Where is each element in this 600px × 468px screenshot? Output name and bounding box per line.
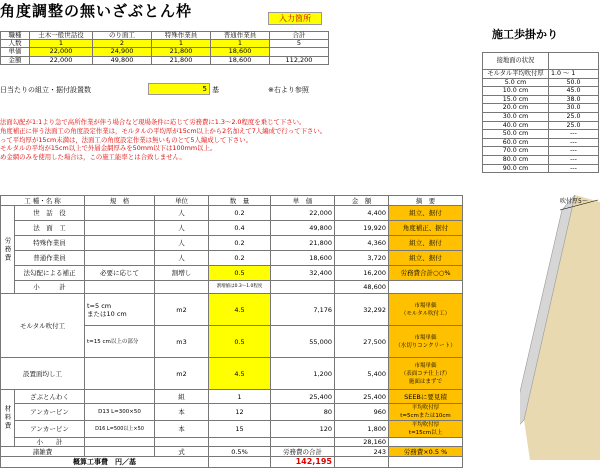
col-header bbox=[549, 53, 599, 70]
factor-note: 割増値は0.3～1.0程度 bbox=[209, 281, 271, 294]
item-remark bbox=[389, 358, 463, 390]
item-amount: 1,800 bbox=[335, 421, 389, 438]
item-unit: m3 bbox=[155, 326, 209, 358]
item-remark bbox=[389, 404, 463, 421]
rate: 30.0 bbox=[549, 104, 599, 113]
value-cell: 21,800 bbox=[152, 56, 211, 64]
item-unit bbox=[155, 281, 209, 294]
col-header: 単位 bbox=[155, 196, 209, 206]
rate: 50.0 bbox=[549, 78, 599, 87]
item-spec bbox=[85, 390, 155, 404]
row-label: 単価 bbox=[1, 48, 30, 56]
item-name: 小 計 bbox=[15, 438, 85, 447]
group-labor: 労務費 bbox=[1, 206, 15, 294]
item-remark: 角度補正、据付 bbox=[389, 221, 463, 236]
productivity-table bbox=[482, 52, 599, 173]
remark-line: 市場単価 bbox=[414, 302, 437, 309]
item-price: 120 bbox=[271, 421, 335, 438]
item-remark bbox=[389, 326, 463, 358]
plate-qty-input[interactable]: 4.5 bbox=[209, 358, 271, 390]
item-remark bbox=[389, 281, 463, 294]
item-amount: 48,600 bbox=[335, 281, 389, 294]
input-cell[interactable]: 1 bbox=[152, 40, 211, 48]
empty-cell bbox=[209, 457, 271, 468]
thickness: 40.0 cm bbox=[483, 121, 549, 130]
item-qty bbox=[209, 438, 271, 447]
item-name: 世 話 役 bbox=[15, 206, 85, 221]
item-qty: 15 bbox=[209, 421, 271, 438]
input-legend: 入力箇所 bbox=[268, 12, 322, 25]
item-spec: D13 L=300×50 bbox=[85, 404, 155, 421]
item-amount: 27,500 bbox=[335, 326, 389, 358]
crew-summary-table bbox=[0, 31, 329, 65]
item-spec: 必要に応じて bbox=[85, 266, 155, 281]
thickness: 80.0 cm bbox=[483, 155, 549, 164]
daily-install-input[interactable]: 5 bbox=[148, 83, 210, 95]
row-label: 金額 bbox=[1, 56, 30, 64]
slope-illustration bbox=[520, 190, 600, 460]
item-amount: 19,920 bbox=[335, 221, 389, 236]
value-cell: 22,000 bbox=[30, 56, 93, 64]
item-price: 32,400 bbox=[271, 266, 335, 281]
rate: --- bbox=[549, 164, 599, 173]
remark-line: 市場単価 bbox=[414, 334, 437, 341]
thickness: 20.0 cm bbox=[483, 104, 549, 113]
item-qty: 0.2 bbox=[209, 251, 271, 266]
thickness: 50.0 cm bbox=[483, 130, 549, 139]
item-name: 法勾配による補正 bbox=[15, 266, 85, 281]
input-cell[interactable]: 1 bbox=[30, 40, 93, 48]
group-material: 材料費 bbox=[1, 390, 15, 447]
item-unit: 割増し bbox=[155, 266, 209, 281]
thickness: 5.0 cm bbox=[483, 78, 549, 87]
item-remark: 組立、据付 bbox=[389, 206, 463, 221]
note-line: モルタルの平均が15cm以上で外層金網厚みを50mm以下は100mm以上。 bbox=[0, 144, 217, 153]
item-name: ざぶとんわく bbox=[15, 390, 85, 404]
item-amount: 243 bbox=[335, 447, 389, 457]
item-amount: 5,400 bbox=[335, 358, 389, 390]
rate: 45.0 bbox=[549, 87, 599, 96]
item-unit: 本 bbox=[155, 421, 209, 438]
item-spec bbox=[85, 294, 155, 326]
rate: 25.0 bbox=[549, 121, 599, 130]
item-name: アンカーピン bbox=[15, 421, 85, 438]
item-amount: 32,292 bbox=[335, 294, 389, 326]
item-remark bbox=[389, 438, 463, 447]
empty-cell bbox=[389, 457, 463, 468]
item-spec bbox=[85, 281, 155, 294]
value-cell bbox=[270, 48, 329, 56]
item-amount: 960 bbox=[335, 404, 389, 421]
item-name: 設置面均し工 bbox=[1, 358, 85, 390]
remark-line: （モルタル吹付工） bbox=[400, 310, 451, 317]
col-header: 接地面の状況 bbox=[483, 53, 549, 70]
empty-cell bbox=[335, 457, 389, 468]
item-amount: 16,200 bbox=[335, 266, 389, 281]
item-price: 18,600 bbox=[271, 251, 335, 266]
item-unit: 式 bbox=[155, 447, 209, 457]
item-spec bbox=[85, 358, 155, 390]
thickness: 90.0 cm bbox=[483, 164, 549, 173]
concrete-qty-input[interactable]: 0.5 bbox=[209, 326, 271, 358]
item-price: 22,000 bbox=[271, 206, 335, 221]
input-cell[interactable]: 21,800 bbox=[152, 48, 211, 56]
slope-factor-input[interactable]: 0.5 bbox=[209, 266, 271, 281]
rate: --- bbox=[549, 147, 599, 156]
col-header: 土木一般世話役 bbox=[30, 32, 93, 40]
item-qty: 1 bbox=[209, 390, 271, 404]
daily-install-label: 日当たりの組立・据付設置数 bbox=[0, 86, 91, 94]
item-spec bbox=[85, 236, 155, 251]
note-line: って平均厚が15cm未満は，法面工の角度設定作業は無いものとて5人編成して下さい。 bbox=[0, 135, 252, 144]
remark-line: 施面はまずで bbox=[408, 378, 443, 385]
value-cell: 5 bbox=[270, 40, 329, 48]
rate: 25.0 bbox=[549, 112, 599, 121]
item-price: 55,000 bbox=[271, 326, 335, 358]
item-amount: 4,360 bbox=[335, 236, 389, 251]
item-name: 普通作業員 bbox=[15, 251, 85, 266]
item-qty: 0.4 bbox=[209, 221, 271, 236]
item-remark: 労務費×0.5 % bbox=[389, 447, 463, 457]
thickness: 60.0 cm bbox=[483, 138, 549, 147]
value-cell: 112,200 bbox=[270, 56, 329, 64]
item-unit: 人 bbox=[155, 221, 209, 236]
item-qty: 12 bbox=[209, 404, 271, 421]
col-header: 普通作業員 bbox=[211, 32, 270, 40]
item-price: 49,800 bbox=[271, 221, 335, 236]
col-header: 職種 bbox=[1, 32, 30, 40]
item-remark: 組立、据付 bbox=[389, 251, 463, 266]
item-remark bbox=[389, 294, 463, 326]
daily-install-unit: 基 bbox=[212, 86, 219, 94]
thickness: 10.0 cm bbox=[483, 87, 549, 96]
item-qty: 0.2 bbox=[209, 206, 271, 221]
rate: 38.0 bbox=[549, 95, 599, 104]
col-header: 数 量 bbox=[209, 196, 271, 206]
mortar-qty-input[interactable]: 4.5 bbox=[209, 294, 271, 326]
item-spec bbox=[85, 206, 155, 221]
item-unit bbox=[155, 438, 209, 447]
col-header: 規 格 bbox=[85, 196, 155, 206]
value-cell: 18,600 bbox=[211, 56, 270, 64]
remark-line: （水切りコンクリート） bbox=[395, 342, 456, 349]
item-price: 労務費の合計 bbox=[271, 447, 335, 457]
item-unit: 組 bbox=[155, 390, 209, 404]
remark-line: 平均吹付厚 bbox=[411, 422, 440, 428]
item-qty: 0.5% bbox=[209, 447, 271, 457]
note-line: 法面勾配が1:1より急で高所作業が伴う場合など現場条件に応じて労務費に1.3～2.0程度を乗じて下さい。 bbox=[0, 118, 306, 126]
remark-line: 市場単価 bbox=[414, 362, 437, 369]
notes-block bbox=[0, 118, 326, 162]
col-header: 特殊作業員 bbox=[152, 32, 211, 40]
row-label: 人数 bbox=[1, 40, 30, 48]
input-cell[interactable]: 1 bbox=[211, 40, 270, 48]
item-remark bbox=[389, 421, 463, 438]
note-line: め金網のみを使用した場合は，この施工能率とは合致しません。 bbox=[0, 153, 186, 162]
remark-line: 平均吹付厚 bbox=[411, 405, 440, 411]
item-name: モルタル吹付工 bbox=[1, 294, 85, 358]
thickness: 70.0 cm bbox=[483, 147, 549, 156]
item-price: 21,800 bbox=[271, 236, 335, 251]
item-unit: m2 bbox=[155, 294, 209, 326]
item-price: 1,200 bbox=[271, 358, 335, 390]
productivity-title: 施工歩掛かり bbox=[492, 28, 558, 41]
remark-line: t=5cmまたは10cm bbox=[400, 413, 451, 419]
item-spec bbox=[85, 438, 155, 447]
value-cell: 49,800 bbox=[93, 56, 152, 64]
thickness: 30.0 cm bbox=[483, 112, 549, 121]
spec-line: または10 cm bbox=[87, 309, 127, 318]
item-price: 7,176 bbox=[271, 294, 335, 326]
rate: --- bbox=[549, 130, 599, 139]
col-header: モルタル平均吹付厚 bbox=[483, 70, 549, 79]
item-name: 諸雑費 bbox=[1, 447, 85, 457]
item-amount: 25,400 bbox=[335, 390, 389, 404]
item-spec: t=15 cm以上の部分 bbox=[85, 326, 155, 358]
rate: --- bbox=[549, 155, 599, 164]
note-line: 角度補正に伴う法面工の角度設定作業は，モルタルの平均厚が15cm以上から2名加えて7人編成で行って下さい。 bbox=[0, 126, 327, 135]
remark-line: （表面コテ仕上げ） bbox=[400, 370, 451, 377]
item-spec: D16 L=500以上×50 bbox=[85, 421, 155, 438]
col-header: 摘 要 bbox=[389, 196, 463, 206]
remark-line: t=15cm以上 bbox=[408, 430, 443, 436]
item-remark: 組立、据付 bbox=[389, 236, 463, 251]
item-spec bbox=[85, 221, 155, 236]
col-header: 単 価 bbox=[271, 196, 335, 206]
item-amount: 3,720 bbox=[335, 251, 389, 266]
item-name: 法 面 工 bbox=[15, 221, 85, 236]
input-cell[interactable]: 22,000 bbox=[30, 48, 93, 56]
item-unit: 人 bbox=[155, 251, 209, 266]
input-cell[interactable]: 18,600 bbox=[211, 48, 270, 56]
item-qty: 0.2 bbox=[209, 236, 271, 251]
sheet-title: 角度調整の無いざぶとん枠 bbox=[0, 2, 193, 20]
input-cell[interactable]: 24,900 bbox=[93, 48, 152, 56]
item-name: 特殊作業員 bbox=[15, 236, 85, 251]
item-name: 小 計 bbox=[15, 281, 85, 294]
col-header: 工 種・名 称 bbox=[1, 196, 85, 206]
item-price: 80 bbox=[271, 404, 335, 421]
col-header: 1.0 ～ 1 bbox=[549, 70, 599, 79]
total-amount: 142,195 bbox=[271, 457, 335, 468]
item-remark: 労務費合計○○% bbox=[389, 266, 463, 281]
col-header: 合計 bbox=[270, 32, 329, 40]
item-unit: 人 bbox=[155, 236, 209, 251]
item-name: アンカーピン bbox=[15, 404, 85, 421]
total-label: 概算工事費 円／基 bbox=[1, 457, 209, 468]
slope-thickness-label: 吹付厚5～ bbox=[560, 198, 588, 205]
item-price bbox=[271, 281, 335, 294]
item-price bbox=[271, 438, 335, 447]
item-price: 25,400 bbox=[271, 390, 335, 404]
item-amount: 4,400 bbox=[335, 206, 389, 221]
cost-detail-table bbox=[0, 195, 463, 468]
item-amount: 28,160 bbox=[335, 438, 389, 447]
thickness: 15.0 cm bbox=[483, 95, 549, 104]
item-unit: 本 bbox=[155, 404, 209, 421]
col-header: のり面工 bbox=[93, 32, 152, 40]
item-spec bbox=[85, 251, 155, 266]
item-unit: 人 bbox=[155, 206, 209, 221]
item-spec bbox=[85, 447, 155, 457]
item-remark: SEEBに要見積 bbox=[389, 390, 463, 404]
daily-install-note: ※右より参照 bbox=[268, 86, 309, 94]
rate: --- bbox=[549, 138, 599, 147]
input-cell[interactable]: 2 bbox=[93, 40, 152, 48]
item-unit: m2 bbox=[155, 358, 209, 390]
col-header: 金 額 bbox=[335, 196, 389, 206]
spec-line: t=5 cm bbox=[87, 301, 112, 310]
